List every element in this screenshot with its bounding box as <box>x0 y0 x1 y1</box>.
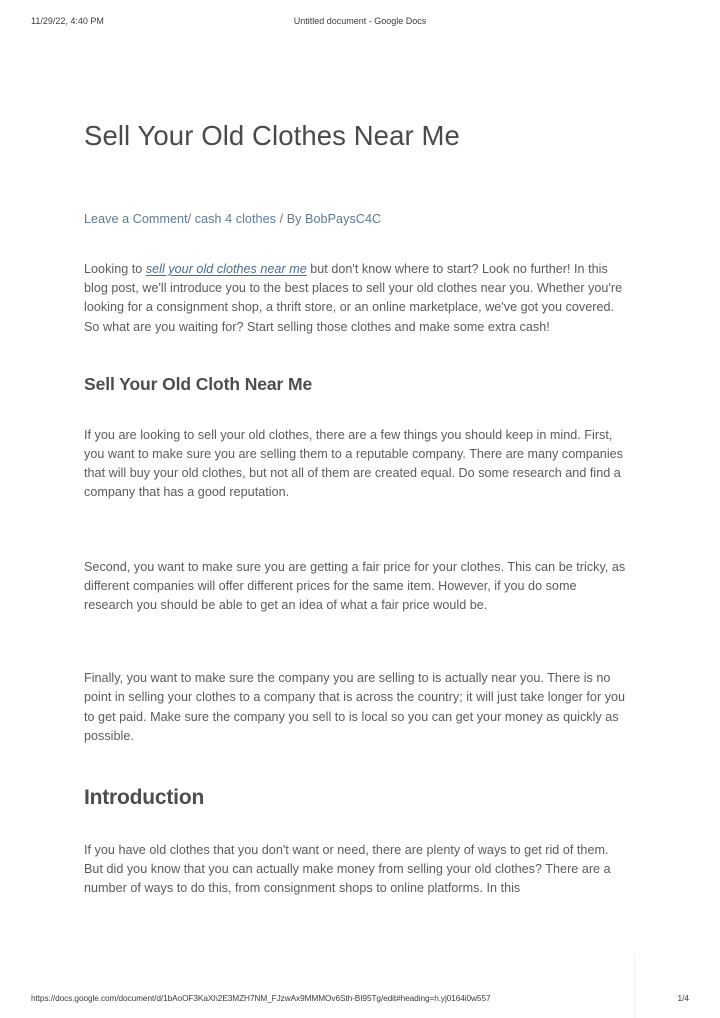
section-heading-introduction: Introduction <box>84 786 205 810</box>
paragraph-introduction: If you have old clothes that you don't want or need, there are plenty of ways to get rid of them. But did you know that you can actually make money from selling your old clothes? There are a number of ways to do this, from consignment shops to online platforms. In this <box>84 843 611 896</box>
page-edge-artifact <box>634 955 635 1018</box>
print-header <box>0 16 720 30</box>
print-header-date: 11/29/22, 4:40 PM <box>31 16 104 26</box>
author-link[interactable]: BobPaysC4C <box>305 212 382 226</box>
post-meta <box>84 154 626 228</box>
print-footer-url: https://docs.google.com/document/d/1bAoOF3KaXh2E3MZH7NM_FJzwAx9MMMOv6Sth-BI95Tg/edit#heading=h.yj0164i0w557 <box>31 993 491 1003</box>
meta-separator-1: / <box>187 212 192 226</box>
section-heading-sell-your-old-cloth-near-me: Sell Your Old Cloth Near Me <box>84 373 313 394</box>
sell-your-old-clothes-near-me-link[interactable]: sell your old clothes near me <box>145 262 307 276</box>
print-footer <box>0 993 720 1007</box>
meta-separator-2: / <box>279 212 284 226</box>
intro-lead-text: Looking to <box>84 262 146 276</box>
leave-a-comment-link[interactable]: Leave a Comment <box>84 212 188 226</box>
paragraph-local-company: Finally, you want to make sure the company you are selling to is actually near you. There is no point in selling your clothes to a company that is across the country; it will just take longer for you to get paid. Make sure the company you sell to is local so you can get your money as quickly as possible. <box>84 671 626 743</box>
intro-rest-text: but don't know where to start? Look no further! In this blog post, we'll introduce you to the best places to sell your old clothes near you. Whether you're looking for a consignment shop, a thrift store, or an online marketplace, we've got you covered. So what are you waiting for? Start selling those clothes and make some extra cash! <box>84 262 623 334</box>
paragraph-reputable-company: If you are looking to sell your old clothes, there are a few things you should keep in mind. First, you want to make sure you are selling them to a reputable company. There are many companies that will buy your old clothes, but not all of them are created equal. Do some research and find a company that has a good reputation. <box>84 427 623 500</box>
print-footer-page-number: 1/4 <box>677 993 689 1003</box>
paragraph-fair-price: Second, you want to make sure you are getting a fair price for your clothes. This can be tricky, as different companies will offer different prices for the same item. However, if you do some research you should be able to get an idea of what a fair price would be. <box>84 559 626 613</box>
article-content <box>84 118 626 899</box>
category-link[interactable]: cash 4 clothes <box>194 212 276 226</box>
page-title: Sell Your Old Clothes Near Me <box>84 120 460 151</box>
intro-paragraph <box>84 228 626 337</box>
print-header-document-title: Untitled document - Google Docs <box>293 16 427 26</box>
by-label: By <box>286 212 302 226</box>
